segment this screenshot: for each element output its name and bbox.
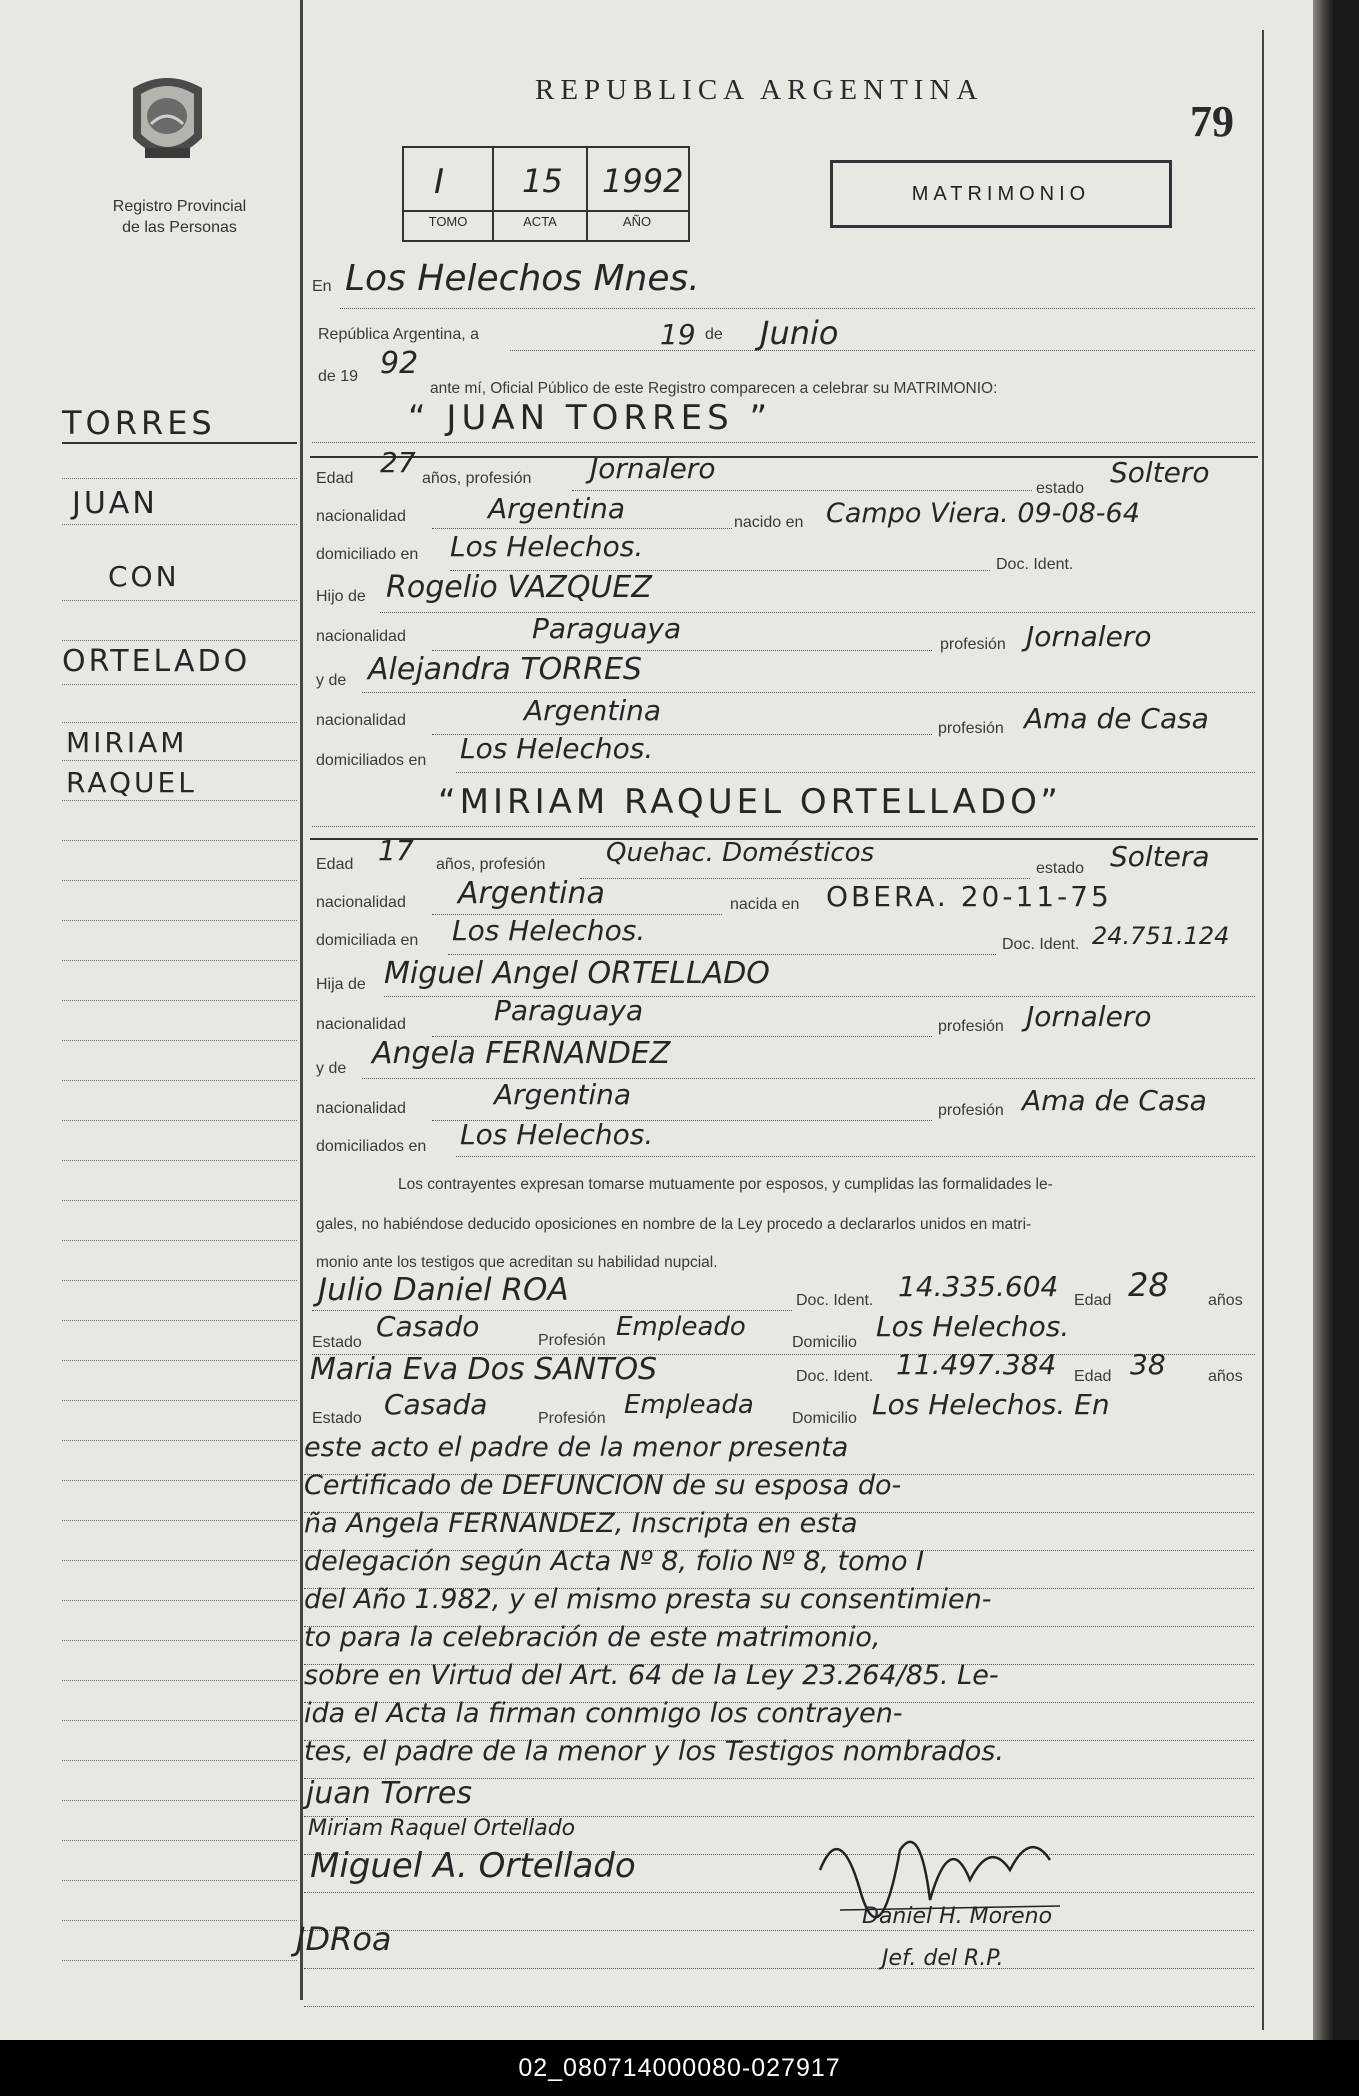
groom-mother-prof-label: profesión: [938, 720, 1004, 737]
margin-note-surname: TORRES: [62, 404, 216, 442]
document-type: MATRIMONIO: [911, 183, 1091, 205]
bride-status: Soltera: [1110, 840, 1210, 873]
bride-mother-nationality: Argentina: [494, 1078, 632, 1111]
witness-2-status: Casada: [384, 1388, 488, 1421]
bride-nacionalidad-label: nacionalidad: [316, 894, 406, 911]
witness-1-domicile: Los Helechos.: [876, 1310, 1070, 1343]
signature-groom: juan Torres: [306, 1776, 473, 1811]
witness-1-age: 28: [1128, 1266, 1169, 1304]
en-label: En: [312, 278, 332, 295]
groom-mother: Alejandra TORRES: [368, 652, 642, 687]
bride-doc: 24.751.124: [1092, 922, 1230, 950]
bride-domicile: Los Helechos.: [452, 914, 646, 947]
margin-rule-line: [62, 960, 297, 961]
groom-hijo-label: Hijo de: [316, 588, 366, 605]
margin-rule-line: [62, 1520, 297, 1521]
margin-note-con: CON: [108, 560, 180, 593]
bride-birthplace: OBERA. 20-11-75: [826, 880, 1112, 913]
margin-rule-line: [62, 1600, 297, 1601]
groom-parents-dom-label: domiciliados en: [316, 752, 427, 769]
notes-line: Certificado de DEFUNCION de su esposa do-: [304, 1470, 902, 1501]
margin-rule-line: [62, 1960, 297, 1961]
margin-note-surname-2: ORTELADO: [62, 644, 251, 679]
bride-father-nat-label: nacionalidad: [316, 1016, 406, 1033]
bride-yde-label: y de: [316, 1060, 347, 1077]
notes-line: to para la celebración de este matrimonio,: [304, 1622, 881, 1653]
tomo-label: TOMO: [428, 214, 468, 229]
bride-age: 17: [378, 834, 414, 867]
groom-mother-nat-label: nacionalidad: [316, 712, 406, 729]
margin-rule-line: [62, 1000, 297, 1001]
groom-nationality: Argentina: [488, 492, 626, 525]
document-type-box: [830, 160, 1172, 228]
margin-rule-line: [62, 1240, 297, 1241]
groom-mother-profession: Ama de Casa: [1024, 702, 1209, 735]
margin-note-given-2: RAQUEL: [66, 766, 197, 799]
witness-2-doc-label: Doc. Ident.: [796, 1368, 874, 1385]
margin-rule-line: [62, 1480, 297, 1481]
book-binding: [1313, 0, 1335, 2040]
margin-rule-line: [62, 1080, 297, 1081]
declaration-line-2: gales, no habiéndose deducido oposiciones en nombre de la Ley procedo a declararlos unidos en matri-: [316, 1216, 1032, 1233]
ceremony-month: Junio: [760, 314, 839, 352]
groom-father-nationality: Paraguaya: [532, 612, 682, 645]
groom-father: Rogelio VAZQUEZ: [386, 570, 652, 605]
signature-bride: Miriam Raquel Ortellado: [308, 1816, 576, 1841]
provincial-seal-icon: [125, 68, 210, 178]
notes-rule-line: [304, 1892, 1254, 1893]
margin-rule-line: [62, 1200, 297, 1201]
witness-1-estado-label: Estado: [312, 1334, 362, 1351]
groom-anios-profesion-label: años, profesión: [422, 470, 532, 487]
groom-domiciliado-label: domiciliado en: [316, 546, 419, 563]
bride-doc-label: Doc. Ident.: [1002, 936, 1080, 953]
margin-rule-line: [62, 1720, 297, 1721]
witness-2-age: 38: [1130, 1348, 1166, 1381]
de-label: de: [705, 326, 723, 343]
notes-rule-line: [304, 2006, 1254, 2007]
groom-father-profession: Jornalero: [1026, 620, 1152, 653]
margin-rule-line: [62, 1800, 297, 1801]
margin-rule-line: [62, 1120, 297, 1121]
groom-name: “ JUAN TORRES ”: [408, 398, 773, 438]
witness-2-edad-label: Edad: [1074, 1368, 1112, 1385]
declaration-line-3: monio ante los testigos que acreditan su habilidad nupcial.: [316, 1254, 718, 1271]
witness-1-profession: Empleado: [616, 1312, 746, 1342]
margin-rule-line: [62, 920, 297, 921]
witness-2-doc: 11.497.384: [896, 1348, 1057, 1381]
groom-yde-label: y de: [316, 672, 347, 689]
bride-nationality: Argentina: [458, 876, 605, 911]
notes-line: delegación según Acta Nº 8, folio Nº 8, tomo I: [304, 1546, 925, 1577]
witness-1-anios-label: años: [1208, 1292, 1243, 1309]
witness-2-prof-label: Profesión: [538, 1410, 606, 1427]
bride-mother-prof-label: profesión: [938, 1102, 1004, 1119]
tomo-value: I: [434, 162, 445, 202]
anio-value: 1992: [602, 162, 684, 200]
bride-edad-label: Edad: [316, 856, 354, 873]
witness-2-estado-label: Estado: [312, 1410, 362, 1427]
margin-rule-line: [62, 1880, 297, 1881]
margin-rule-line: [62, 1280, 297, 1281]
margin-rule-line: [62, 1440, 297, 1441]
groom-edad-label: Edad: [316, 470, 354, 487]
acta-value: 15: [522, 162, 563, 200]
margin-rule-line: [62, 1680, 297, 1681]
ceremony-place: Los Helechos Mnes.: [345, 258, 700, 299]
acta-label: ACTA: [523, 214, 557, 229]
bride-father-profession: Jornalero: [1026, 1000, 1152, 1033]
groom-estado-label: estado: [1036, 480, 1085, 497]
margin-note-given-1: MIRIAM: [66, 726, 188, 759]
ceremony-day: 19: [660, 318, 696, 351]
groom-nacionalidad-label: nacionalidad: [316, 508, 406, 525]
groom-father-nat-label: nacionalidad: [316, 628, 406, 645]
bride-mother: Angela FERNANDEZ: [372, 1036, 671, 1071]
margin-note-name: JUAN: [72, 486, 158, 521]
declaration-line-1: Los contrayentes expresan tomarse mutuamente por esposos, y cumplidas las formalidades le-: [398, 1176, 1053, 1193]
signature-witness: JDRoa: [296, 1920, 392, 1958]
page-number: 79: [1190, 97, 1234, 146]
witness-1-status: Casado: [376, 1310, 480, 1343]
groom-domicile: Los Helechos.: [450, 530, 644, 563]
witness-1-name: Julio Daniel ROA: [318, 1272, 569, 1308]
groom-father-prof-label: profesión: [940, 636, 1006, 653]
witness-1-doc: 14.335.604: [898, 1270, 1059, 1303]
bride-anios-profesion-label: años, profesión: [436, 856, 546, 873]
groom-profession: Jornalero: [590, 452, 716, 485]
bride-profession: Quehac. Domésticos: [606, 838, 875, 868]
official-title: Jef. del R.P.: [882, 1946, 1004, 1971]
bride-father-prof-label: profesión: [938, 1018, 1004, 1035]
witness-2-name: Maria Eva Dos SANTOS: [310, 1352, 658, 1387]
registry-name-line2: de las Personas: [122, 219, 237, 236]
notes-line: ida el Acta la firman conmigo los contrayen-: [304, 1698, 903, 1729]
bride-domiciliada-label: domiciliada en: [316, 932, 419, 949]
bride-mother-profession: Ama de Casa: [1022, 1084, 1207, 1117]
witness-2-domicile: Los Helechos. En: [872, 1388, 1110, 1421]
groom-age: 27: [380, 446, 416, 479]
notes-line: ña Angela FERNANDEZ, Inscripta en esta: [304, 1508, 858, 1539]
witness-2-profession: Empleada: [624, 1390, 754, 1420]
registry-name-line1: Registro Provincial: [112, 198, 247, 215]
margin-rule-line: [62, 840, 297, 841]
republica-label: República Argentina, a: [318, 326, 479, 343]
bride-name: “MIRIAM RAQUEL ORTELLADO”: [438, 782, 1062, 822]
groom-mother-nationality: Argentina: [524, 694, 662, 727]
witness-2-anios-label: años: [1208, 1368, 1243, 1385]
bride-estado-label: estado: [1036, 860, 1085, 877]
margin-rule-line: [62, 1920, 297, 1921]
bride-parents-dom-label: domiciliados en: [316, 1138, 427, 1155]
opening-statement: ante mí, Oficial Público de este Registro comparecen a celebrar su MATRIMONIO:: [430, 380, 998, 397]
witness-1-edad-label: Edad: [1074, 1292, 1112, 1309]
witness-1-doc-label: Doc. Ident.: [796, 1292, 874, 1309]
groom-status: Soltero: [1110, 456, 1210, 489]
notes-line: este acto el padre de la menor presenta: [304, 1432, 849, 1463]
anio-label: AÑO: [622, 214, 652, 229]
margin-rule-line: [62, 880, 297, 881]
country-heading: REPUBLICA ARGENTINA: [535, 74, 984, 106]
groom-doc-label: Doc. Ident.: [996, 556, 1074, 573]
groom-birthplace: Campo Viera. 09-08-64: [826, 498, 1140, 529]
bride-hija-label: Hija de: [316, 976, 366, 993]
witness-1-prof-label: Profesión: [538, 1332, 606, 1349]
notes-line: del Año 1.982, y el mismo presta su consentimien-: [304, 1584, 992, 1615]
bride-nacida-label: nacida en: [730, 896, 800, 913]
notes-rule-line: [304, 1930, 1254, 1931]
margin-rule-line: [62, 1360, 297, 1361]
notes-rule-line: [304, 1968, 1254, 1969]
notes-line: tes, el padre de la menor y los Testigos nombrados.: [304, 1736, 1004, 1767]
bride-father-nationality: Paraguaya: [494, 994, 644, 1027]
margin-rule-line: [62, 1840, 297, 1841]
ceremony-year-suffix: 92: [380, 346, 419, 381]
margin-rule-line: [62, 1560, 297, 1561]
witness-2-dom-label: Domicilio: [792, 1410, 857, 1427]
bride-parents-domicile: Los Helechos.: [460, 1118, 654, 1151]
margin-rule-line: [62, 1400, 297, 1401]
margin-rule-line: [62, 1760, 297, 1761]
margin-rule-line: [62, 1320, 297, 1321]
margin-rule-line: [62, 1160, 297, 1161]
notes-line: sobre en Virtud del Art. 64 de la Ley 23.264/85. Le-: [304, 1660, 999, 1691]
groom-nacido-label: nacido en: [734, 514, 804, 531]
year-prefix: de 19: [318, 368, 359, 385]
bride-father: Miguel Angel ORTELLADO: [384, 956, 770, 991]
margin-rule-line: [62, 1040, 297, 1041]
image-caption: 02_080714000080-027917: [0, 2040, 1359, 2096]
official-signature: Daniel H. Moreno: [862, 1904, 1053, 1929]
register-box: [402, 146, 690, 242]
groom-parents-domicile: Los Helechos.: [460, 732, 654, 765]
witness-1-dom-label: Domicilio: [792, 1334, 857, 1351]
margin-rule-line: [62, 1640, 297, 1641]
signature-bride-father: Miguel A. Ortellado: [310, 1846, 636, 1886]
bride-mother-nat-label: nacionalidad: [316, 1100, 406, 1117]
